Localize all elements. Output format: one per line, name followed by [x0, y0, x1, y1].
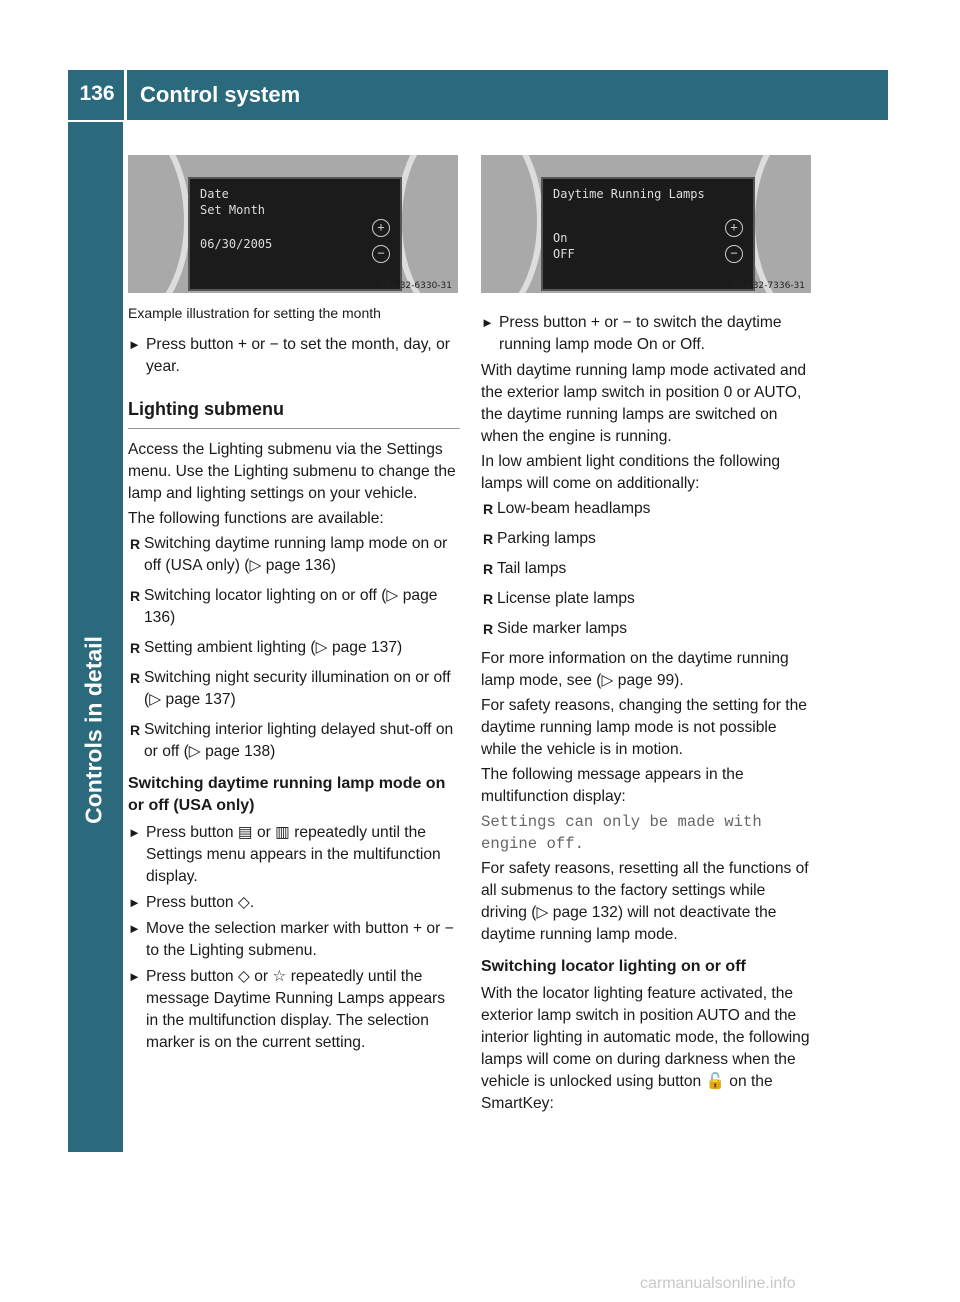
figure-ref: P54.32-6330-31: [379, 281, 452, 291]
figure-caption: Example illustration for setting the month: [128, 305, 381, 321]
step-arrow-icon: ►: [128, 921, 141, 936]
step: [481, 312, 813, 356]
figure-daytime-lamps: [481, 155, 811, 293]
display-message: Settings can only be made with engine off.: [481, 813, 762, 853]
list-item-text: Switching night security illumination on or off (▷ page 137): [144, 669, 451, 708]
paragraph: The following functions are available:: [128, 510, 384, 527]
gauge-right: [396, 155, 458, 293]
step: [128, 822, 460, 888]
list-item-text: Tail lamps: [497, 560, 567, 577]
step: [128, 334, 460, 378]
list-item: R Switching night security illumination on or off (▷ page 137): [130, 669, 451, 708]
subsection-heading: Switching locator lighting on or off: [481, 958, 746, 975]
step-arrow-icon: ►: [128, 337, 141, 352]
subsection-heading: Switching daytime running lamp mode on or off (USA only): [128, 775, 446, 814]
screen-option-off: OFF: [553, 247, 575, 261]
gauge-right: [749, 155, 811, 293]
left-column: [128, 302, 460, 1058]
list-item: R Side marker lamps: [483, 620, 627, 637]
paragraph: With the locator lighting feature activated, the exterior lamp switch in position AUTO and the interior lighting in automatic mode, the following lamps will come on during darkness when the vehicle is unlocked using button 🔓 on the SmartKey:: [481, 985, 810, 1112]
figure-set-month: [128, 155, 458, 293]
gauge-left: [481, 155, 543, 293]
paragraph: In low ambient light conditions the following lamps will come on additionally:: [481, 453, 781, 492]
gauge-left: [128, 155, 190, 293]
step-text: Press button ▤ or ▥ repeatedly until the Settings menu appears in the multifunction display.: [146, 824, 441, 885]
screen-line2: Set Month: [200, 203, 266, 217]
display-screen: [188, 177, 402, 291]
list-item-text: Switching daytime running lamp mode on or off (USA only) (▷ page 136): [144, 535, 448, 574]
screen-date: 06/30/2005: [200, 237, 273, 251]
paragraph: Access the Lighting submenu via the Settings menu. Use the Lighting submenu to change the lamp and lighting settings on your vehicle.: [128, 441, 456, 502]
heading-rule: [128, 428, 460, 429]
screen-line1: Date: [200, 187, 229, 201]
screen-option-on: On: [553, 231, 568, 245]
list-item-text: Parking lamps: [497, 530, 596, 547]
right-column: [481, 312, 813, 1118]
list-item: R Parking lamps: [483, 530, 596, 547]
side-tab-label: Controls in detail: [80, 636, 107, 824]
step-text: Press button ◇ or ☆ repeatedly until the message Daytime Running Lamps appears in the multifunction display. The selection marker is on the current setting.: [146, 968, 446, 1051]
step-text: Press button ◇.: [146, 894, 255, 911]
list-item: R Low-beam headlamps: [483, 500, 651, 517]
list-item-text: Switching locator lighting on or off (▷ page 136): [144, 587, 438, 626]
list-item: R Tail lamps: [483, 560, 567, 577]
list-item-text: Switching interior lighting delayed shut-off on or off (▷ page 138): [144, 721, 454, 760]
paragraph: For safety reasons, resetting all the functions of all submenus to the factory settings while driving (▷ page 132) will not deactivate the daytime running lamp mode.: [481, 860, 809, 943]
list-item-text: Side marker lamps: [497, 620, 627, 637]
list-item: R Switching locator lighting on or off (▷ page 136): [130, 587, 438, 626]
list-item: R Switching daytime running lamp mode on or off (USA only) (▷ page 136): [130, 535, 448, 574]
list-item-text: Setting ambient lighting (▷ page 137): [144, 639, 403, 656]
step: [128, 918, 460, 962]
step-text: Move the selection marker with button + or − to the Lighting submenu.: [146, 920, 454, 959]
step-arrow-icon: ►: [128, 825, 141, 840]
list-item: R Setting ambient lighting (▷ page 137): [130, 639, 403, 656]
figure-ref: P54.32-7336-31: [732, 281, 805, 291]
screen-line1: Daytime Running Lamps: [553, 187, 705, 201]
step: [128, 892, 460, 914]
plus-icon: +: [725, 219, 743, 237]
step-arrow-icon: ►: [128, 969, 141, 984]
step: [128, 966, 460, 1054]
step-text: Press button + or − to switch the daytime running lamp mode On or Off.: [499, 314, 782, 353]
paragraph: The following message appears in the multifunction display:: [481, 766, 744, 805]
list-item: R License plate lamps: [483, 590, 635, 607]
list-item-text: Low-beam headlamps: [497, 500, 651, 517]
header-separator: [124, 70, 127, 120]
step-arrow-icon: ►: [128, 895, 141, 910]
paragraph: For safety reasons, changing the setting for the daytime running lamp mode is not possible while the vehicle is in motion.: [481, 697, 807, 758]
display-screen: [541, 177, 755, 291]
minus-icon: −: [372, 245, 390, 263]
page-number: 136: [79, 82, 115, 105]
paragraph: For more information on the daytime running lamp mode, see (▷ page 99).: [481, 650, 789, 689]
step-text: Press button + or − to set the month, day, or year.: [146, 336, 450, 375]
list-item: R Switching interior lighting delayed shut-off on or off (▷ page 138): [130, 721, 454, 760]
list-item-text: License plate lamps: [497, 590, 635, 607]
watermark: carmanualsonline.info: [640, 1275, 796, 1292]
side-tab-label-box: [74, 540, 114, 920]
minus-icon: −: [725, 245, 743, 263]
plus-icon: +: [372, 219, 390, 237]
paragraph: With daytime running lamp mode activated and the exterior lamp switch in position 0 or AUTO, the daytime running lamps are switched on when the engine is running.: [481, 362, 807, 445]
section-heading: Lighting submenu: [128, 399, 284, 419]
step-arrow-icon: ►: [481, 315, 494, 330]
chapter-title: Control system: [140, 82, 301, 107]
